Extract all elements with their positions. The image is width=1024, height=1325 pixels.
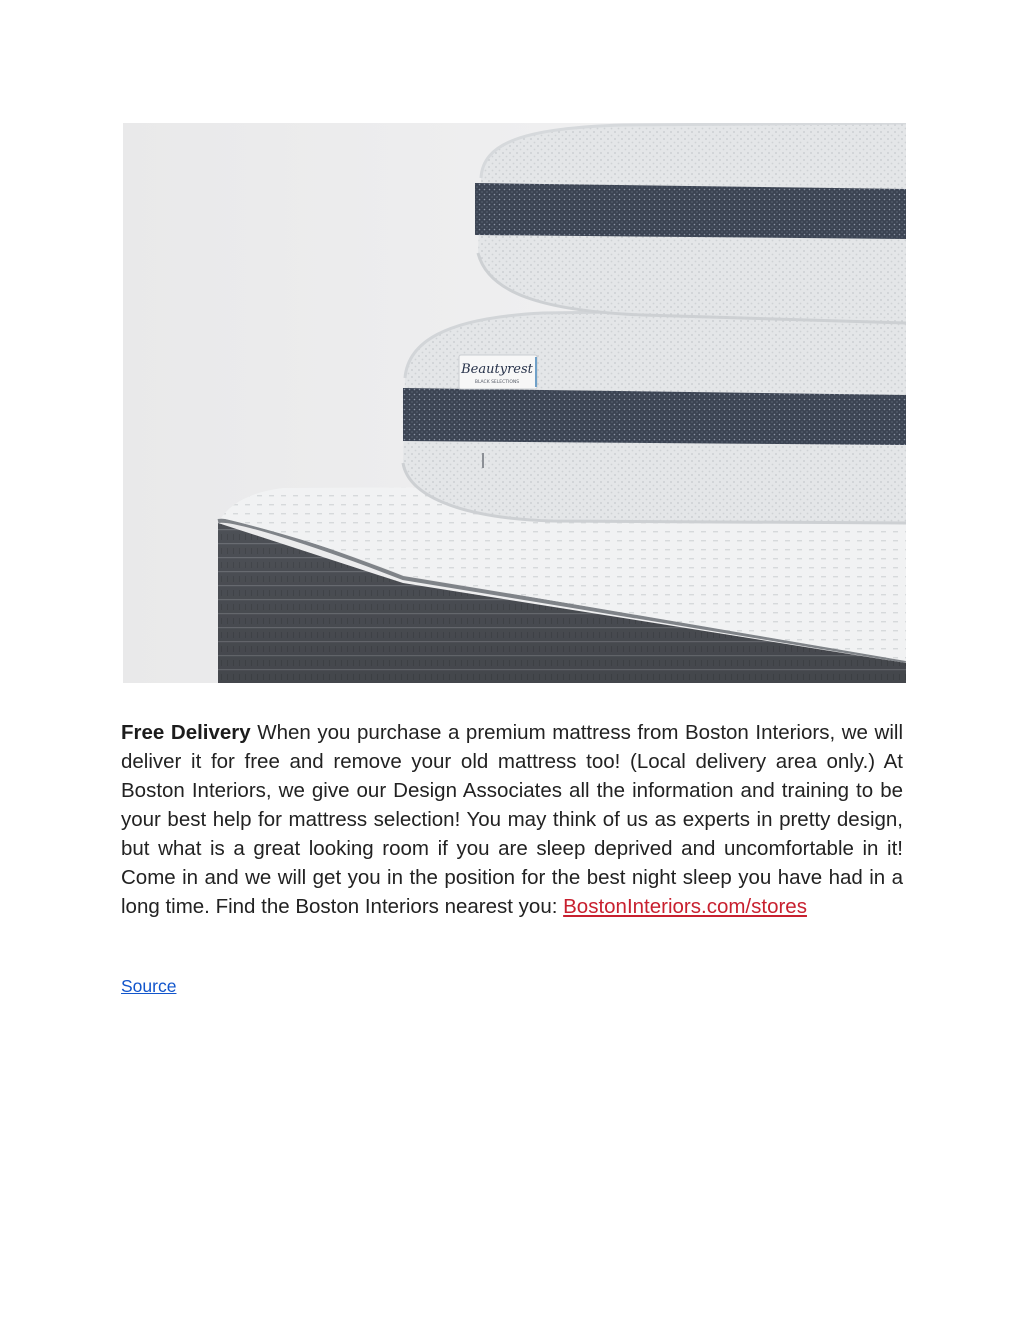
brand-label	[459, 355, 537, 389]
brand-label-sub: BLACK SELECTIONS	[474, 380, 520, 385]
store-locator-link[interactable]: BostonInteriors.com/stores	[563, 895, 807, 918]
article-body: When you purchase a premium mattress from Boston Interiors, we will deliver it for free and remove your old mattress too! (Local delivery area only.) At Boston Interiors, we give our Design Associates all the information and training to be your best help for mattress selection! You may think of us as experts in pretty design, but what is a great looking room if you are sleep deprived and uncomfortable in it! Come in and we will get you in the position for the best night sleep you have had in a long time. Find the Boston Interiors nearest you:	[121, 721, 903, 918]
product-photo	[123, 123, 906, 683]
article-paragraph	[121, 718, 903, 921]
source-link[interactable]: Source	[121, 976, 177, 996]
brand-label-text: Beautyrest	[461, 362, 533, 377]
article-heading: Free Delivery	[121, 721, 251, 744]
